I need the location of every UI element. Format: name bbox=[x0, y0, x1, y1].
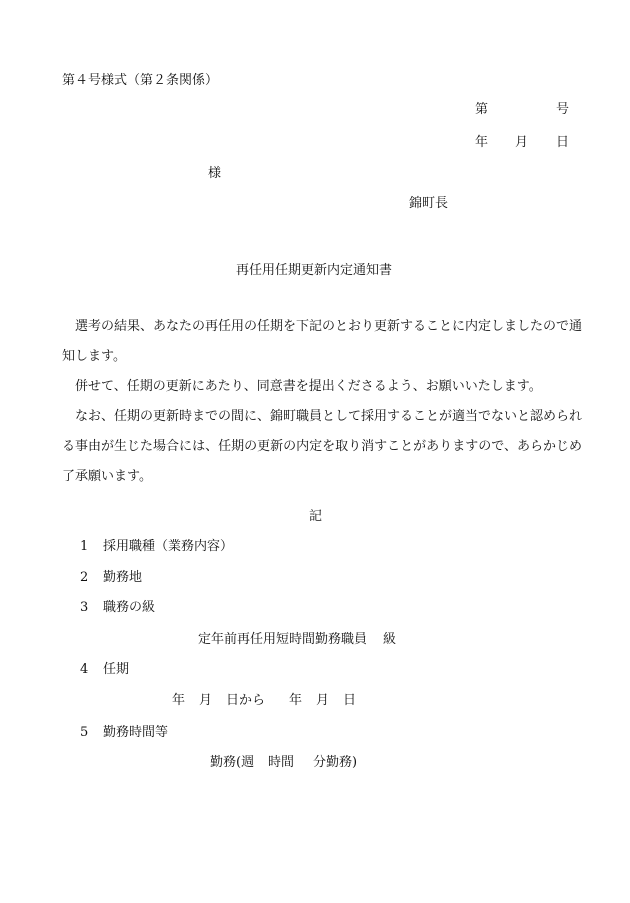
item-number-1: 1 bbox=[80, 539, 89, 554]
item-label-4: 任期 bbox=[103, 662, 130, 677]
term-to-month: 月 bbox=[316, 693, 330, 708]
hours-prefix: 勤務(週 bbox=[210, 755, 255, 770]
body-paragraph-3: なお、任期の更新時までの間に、錦町職員として採用することが適当でないと認められる事由が生じた場合には、任期の更新の内定を取り消すことがありますので、あらかじめ了承願います。 bbox=[62, 409, 583, 484]
grade-suffix: 級 bbox=[383, 632, 397, 647]
hours-hours: 時間 bbox=[268, 755, 295, 770]
date-year: 年 bbox=[475, 135, 489, 150]
item-label-3: 職務の級 bbox=[103, 600, 156, 615]
item-number-3: 3 bbox=[80, 600, 89, 615]
term-from-day: 日から bbox=[226, 693, 266, 708]
item-number-2: 2 bbox=[80, 570, 89, 585]
doc-number-prefix: 第 bbox=[475, 102, 489, 117]
item-label-2: 勤務地 bbox=[103, 570, 143, 585]
item-number-4: 4 bbox=[80, 662, 89, 677]
body-paragraph-2: 併せて、任期の更新にあたり、同意書を提出くださるよう、お願いいたします。 bbox=[75, 379, 542, 394]
document-title: 再任用任期更新内定通知書 bbox=[236, 263, 393, 278]
addressee-suffix: 様 bbox=[208, 166, 222, 181]
doc-number-suffix: 号 bbox=[556, 102, 570, 117]
term-to-year: 年 bbox=[289, 693, 303, 708]
ki-heading: 記 bbox=[309, 509, 323, 524]
item-number-5: 5 bbox=[80, 725, 89, 740]
hours-minutes: 分勤務) bbox=[313, 755, 358, 770]
term-to-day: 日 bbox=[343, 693, 357, 708]
body-paragraph-1: 選考の結果、あなたの再任用の任期を下記のとおり更新することに内定しましたので通知します。 bbox=[62, 319, 583, 364]
item-label-1: 採用職種（業務内容） bbox=[103, 539, 234, 554]
date-month: 月 bbox=[515, 135, 529, 150]
term-from-month: 月 bbox=[199, 693, 213, 708]
sender-name: 錦町長 bbox=[409, 196, 449, 211]
grade-position-text: 定年前再任用短時間勤務職員 bbox=[198, 632, 368, 647]
form-label: 第４号様式（第２条関係） bbox=[62, 73, 219, 88]
date-day: 日 bbox=[556, 135, 570, 150]
item-label-5: 勤務時間等 bbox=[103, 725, 169, 740]
term-from-year: 年 bbox=[172, 693, 186, 708]
